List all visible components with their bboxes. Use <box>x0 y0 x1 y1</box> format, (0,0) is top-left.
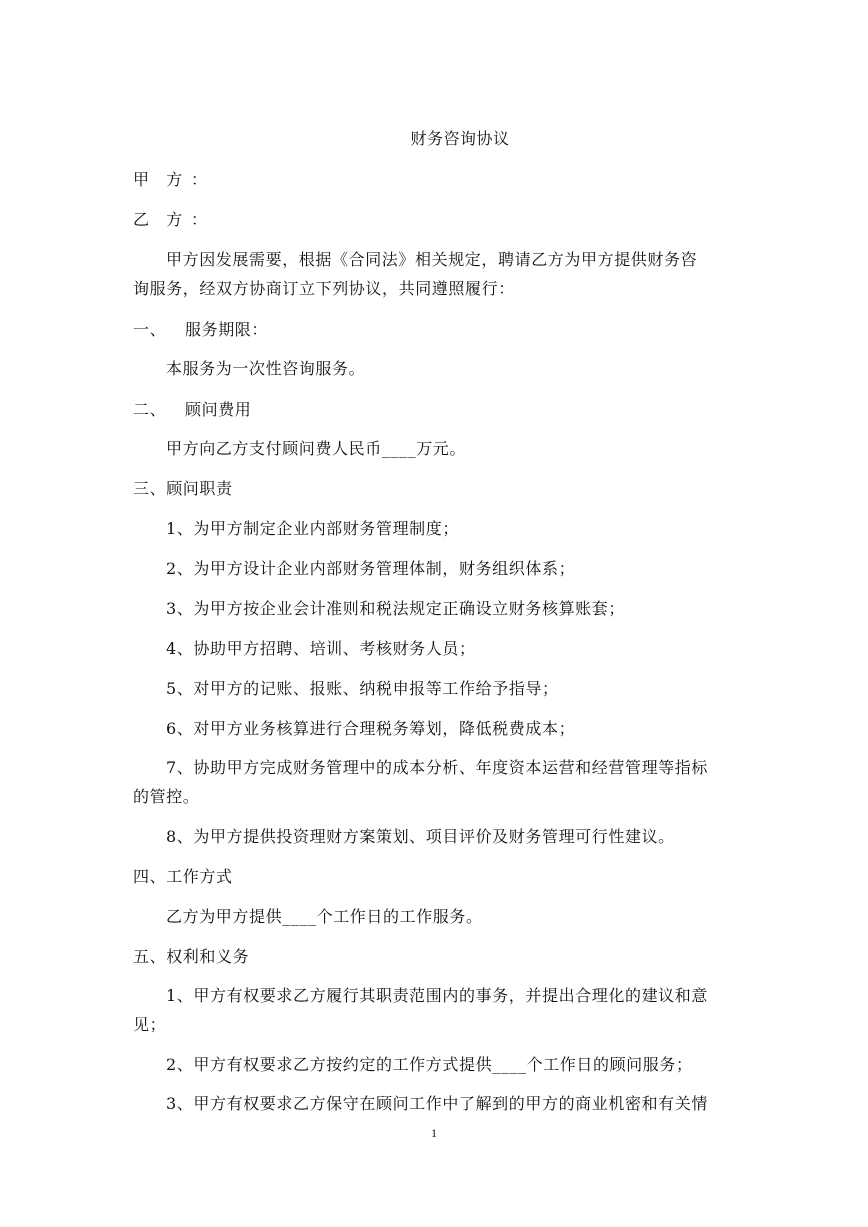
section-5-item-1-line-2: 见； <box>133 1015 167 1034</box>
section-3-item-3: 3、为甲方按企业会计准则和税法规定正确设立财务核算账套； <box>166 599 625 618</box>
section-4-heading: 四、工作方式 <box>133 867 233 886</box>
section-3-heading: 三、顾问职责 <box>133 479 233 498</box>
section-3-item-5: 5、对甲方的记账、报账、纳税申报等工作给予指导； <box>166 679 559 698</box>
party-b-line <box>133 207 208 230</box>
section-5-heading: 五、权利和义务 <box>133 947 250 966</box>
intro-line-1: 甲方因发展需要，根据《合同法》相关规定，聘请乙方为甲方提供财务咨 <box>166 250 698 269</box>
section-2-heading <box>133 397 251 420</box>
party-b-label: 乙 方 <box>133 210 183 229</box>
section-1-heading <box>133 317 268 340</box>
page-number: 1 <box>431 1126 437 1140</box>
party-a-label: 甲 方 <box>133 170 183 189</box>
party-b-value: ： <box>191 210 208 229</box>
section-2-body: 甲方向乙方支付顾问费人民币____万元。 <box>166 439 467 458</box>
section-5-item-1-line-1: 1、甲方有权要求乙方履行其职责范围内的事务，并提出合理化的建议和意 <box>166 986 708 1005</box>
section-1-number: 一、 <box>133 320 167 339</box>
section-3-item-1: 1、为甲方制定企业内部财务管理制度； <box>166 519 459 538</box>
section-3-item-4: 4、协助甲方招聘、培训、考核财务人员； <box>166 639 476 658</box>
section-1-title: 服务期限： <box>185 320 269 339</box>
section-2-number: 二、 <box>133 400 167 419</box>
section-4-body: 乙方为甲方提供____个工作日的工作服务。 <box>166 907 483 926</box>
section-3-item-7-line-1: 7、协助甲方完成财务管理中的成本分析、年度资本运营和经营管理等指标 <box>166 758 708 777</box>
section-3-item-7-line-2: 的管控。 <box>133 787 200 806</box>
section-5-item-2: 2、甲方有权要求乙方按约定的工作方式提供____个工作日的顾问服务； <box>166 1055 693 1074</box>
section-1-body: 本服务为一次性咨询服务。 <box>166 359 366 378</box>
party-a-line <box>133 167 208 190</box>
section-3-item-8: 8、为甲方提供投资理财方案策划、项目评价及财务管理可行性建议。 <box>166 827 675 846</box>
section-3-item-6: 6、对甲方业务核算进行合理税务筹划，降低税费成本； <box>166 719 576 738</box>
document-title: 财务咨询协议 <box>410 129 510 148</box>
section-2-title: 顾问费用 <box>185 400 252 419</box>
party-a-value: ： <box>191 170 208 189</box>
section-5-item-3: 3、甲方有权要求乙方保守在顾问工作中了解到的甲方的商业机密和有关情 <box>166 1094 708 1113</box>
intro-line-2: 询服务，经双方协商订立下列协议，共同遵照履行： <box>133 279 515 298</box>
section-3-item-2: 2、为甲方设计企业内部财务管理体制，财务组织体系； <box>166 559 576 578</box>
